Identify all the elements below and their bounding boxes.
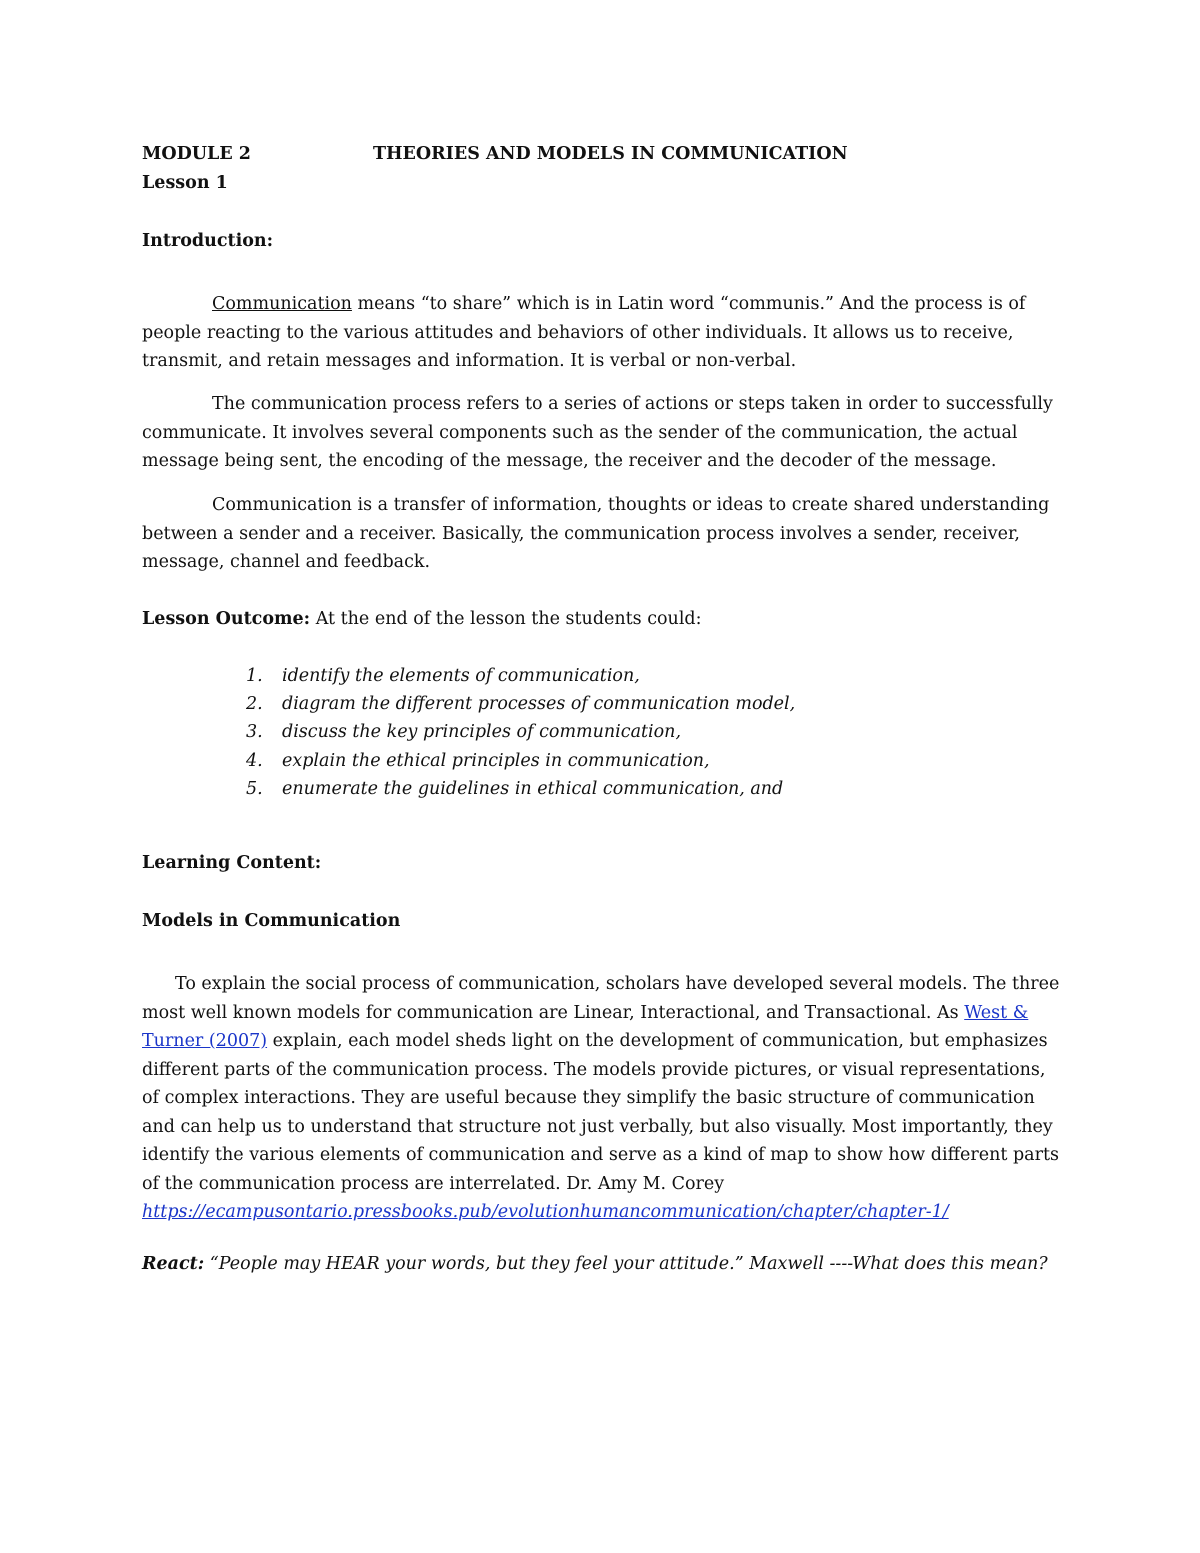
- outcome-item: [246, 718, 681, 747]
- models-paragraph-start: To explain the social process of communication, scholars have developed several models. The three most well known models for communication are Linear, Interactional, and Transactional. As: [142, 974, 1060, 1023]
- outcome-item-number: 3.: [246, 722, 263, 742]
- communication-term: Communication: [212, 294, 352, 314]
- outcome-item-text: enumerate the guidelines in ethical communication, and: [282, 779, 784, 799]
- source-url-link[interactable]: https://ecampusontario.pressbooks.pub/evolutionhumancommunication/chapter/chapter-1/: [142, 1202, 949, 1222]
- outcome-item-number: 5.: [246, 779, 263, 799]
- introduction-heading: Introduction:: [142, 231, 274, 251]
- outcome-item-number: 2.: [246, 694, 263, 714]
- react-quote: “People may HEAR your words, but they feel your attitude.” Maxwell ----What does this mean?: [204, 1254, 1048, 1274]
- outcome-item-text: identify the elements of communication,: [282, 666, 640, 686]
- west-turner-citation-link[interactable]: West & Turner (2007): [142, 1002, 1029, 1051]
- models-paragraph: [142, 970, 1062, 1227]
- outcome-item-text: discuss the key principles of communication,: [282, 722, 682, 742]
- outcome-item: [246, 690, 795, 719]
- react-prompt: [142, 1250, 1048, 1279]
- intro-paragraph-1: [142, 290, 1062, 376]
- learning-content-heading: Learning Content:: [142, 853, 322, 873]
- module-title: THEORIES AND MODELS IN COMMUNICATION: [373, 144, 848, 164]
- outcome-item-text: explain the ethical principles in communication,: [282, 751, 710, 771]
- outcome-item: [246, 775, 783, 804]
- lesson-outcome-text: At the end of the lesson the students could:: [310, 609, 702, 629]
- outcome-item-number: 4.: [246, 751, 263, 771]
- lesson-outcome-label: Lesson Outcome:: [142, 609, 311, 629]
- lesson-label: Lesson 1: [142, 173, 228, 193]
- intro-paragraph-1-text: means “to share” which is in Latin word “communis.” And the process is of people reacting to the various attitudes and behaviors of other individuals. It allows us to receive, transmit, and retain messages and information. It is verbal or non-verbal.: [142, 294, 1026, 371]
- models-paragraph-end: explain, each model sheds light on the development of communication, but emphasizes different parts of the communication process. The models provide pictures, or visual representations, of complex interactions. They are useful because they simplify the basic structure of communication and can help us to understand that structure not just verbally, but also visually. Most importantly, they identify the various elements of communication and serve as a kind of map to show how different parts of the communication process are interrelated. Dr. Amy M. Corey: [142, 1031, 1059, 1194]
- outcome-item: [246, 662, 640, 691]
- outcome-item-number: 1.: [246, 666, 263, 686]
- module-label: MODULE 2: [142, 144, 251, 164]
- react-label: React:: [142, 1254, 205, 1274]
- intro-paragraph-2: The communication process refers to a series of actions or steps taken in order to successfully communicate. It involves several components such as the sender of the communication, the actual message being sent, the encoding of the message, the receiver and the decoder of the message.: [142, 394, 1053, 471]
- models-heading: Models in Communication: [142, 911, 401, 931]
- lesson-outcome: [142, 605, 702, 634]
- outcome-item: [246, 747, 710, 776]
- outcome-item-text: diagram the different processes of communication model,: [282, 694, 796, 714]
- intro-paragraph-3: Communication is a transfer of information, thoughts or ideas to create shared understanding between a sender and a receiver. Basically, the communication process involves a sender, receiver, message, channel and feedback.: [142, 495, 1050, 572]
